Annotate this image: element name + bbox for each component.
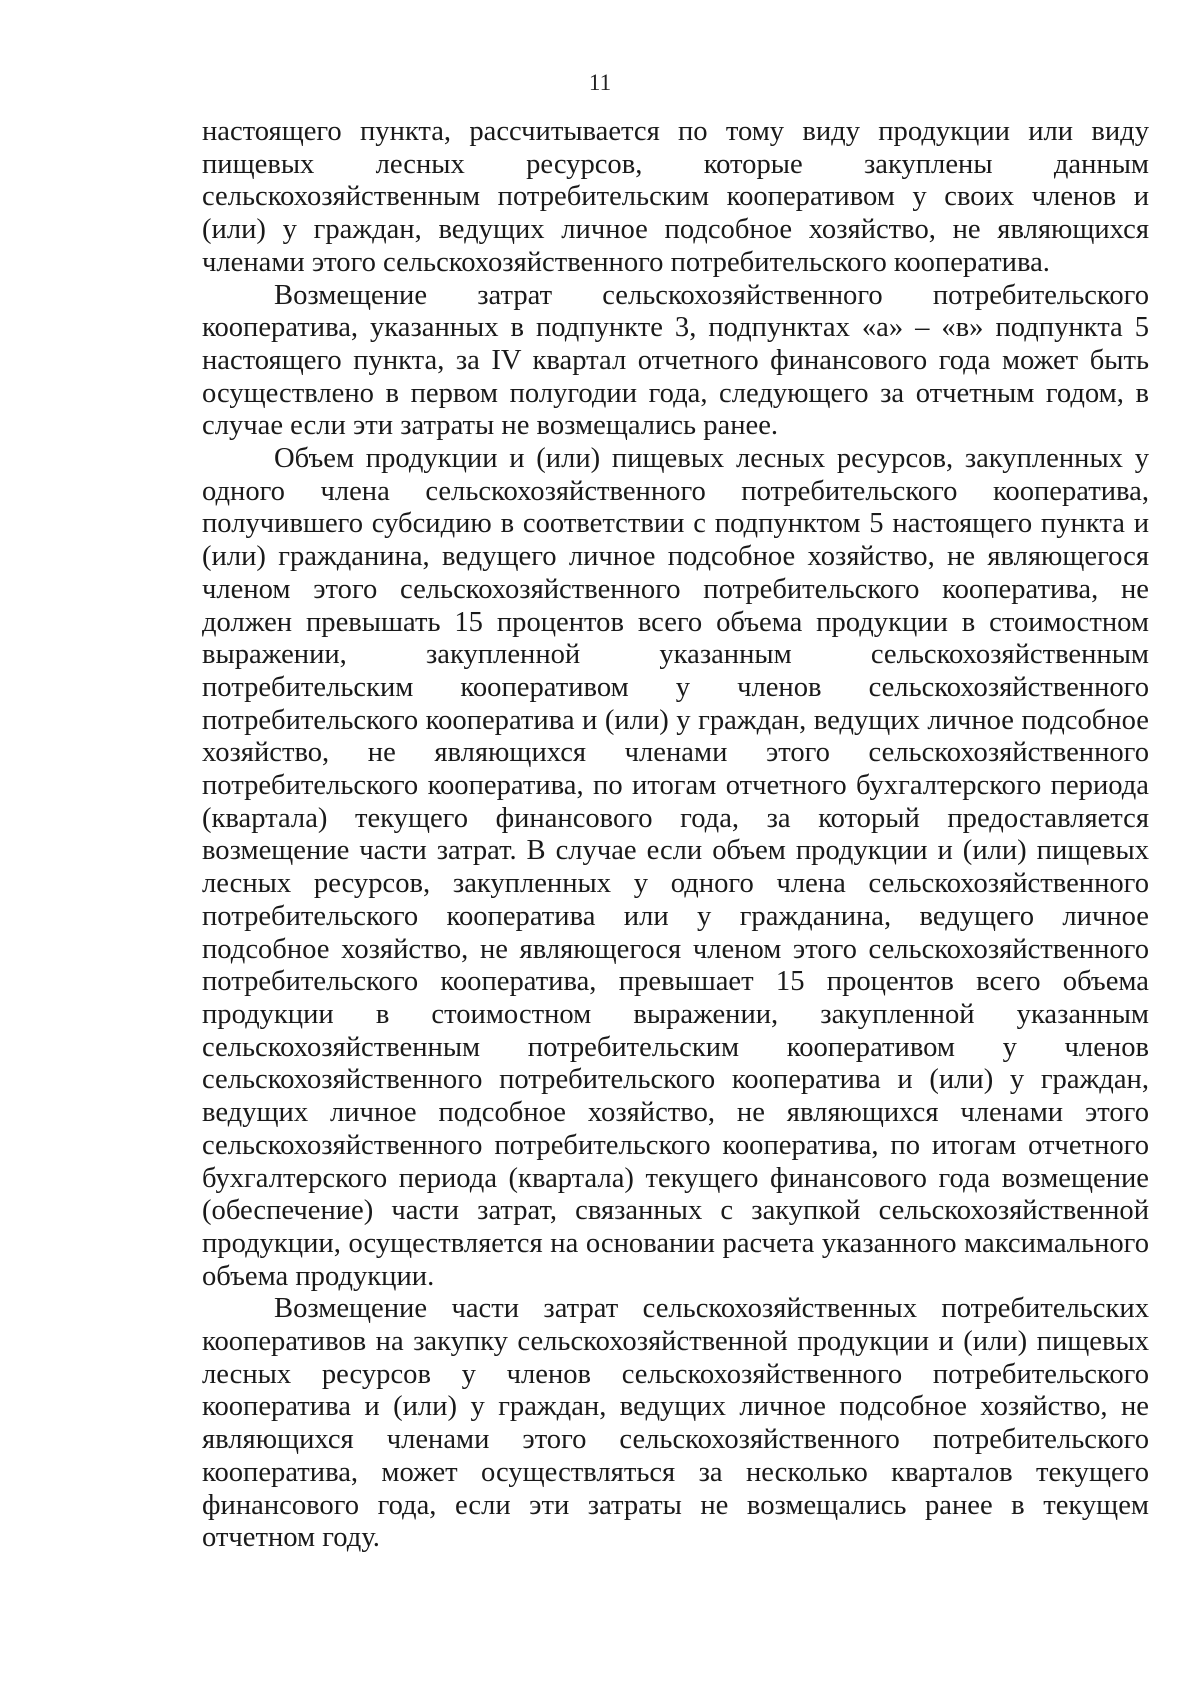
paragraph-1: настоящего пункта, рассчитывается по тому виду продукции или виду пищевых лесных ресурсов, которые закуплены данным сельскохозяйственным потребительским кооперативом у своих членов и (или) у граждан, ведущих личное подсобное хозяйство, не являющихся членами этого сельскохозяйственного потребительского кооператива. (202, 116, 1149, 278)
paragraph-4: Возмещение части затрат сельскохозяйственных потребительских кооперативов на закупку сельскохозяйственной продукции и (или) пищевых лесных ресурсов у членов сельскохозяйственного потребительского кооператива и (или) у граждан, ведущих личное подсобное хозяйство, не являющихся членами этого сельскохозяйственного потребительского кооператива, может осуществляться за несколько кварталов текущего финансового года, если эти затраты не возмещались ранее в текущем отчетном году. (202, 1293, 1149, 1554)
paragraph-3: Объем продукции и (или) пищевых лесных ресурсов, закупленных у одного члена сельскохозяйственного потребительского кооператива, получившего субсидию в соответствии с подпунктом 5 настоящего пункта и (или) гражданина, ведущего личное подсобное хозяйство, не являющегося членом этого сельскохозяйственного потребительского кооператива, не должен превышать 15 процентов всего объема продукции в стоимостном выражении, закупленной указанным сельскохозяйственным потребительским кооперативом у членов сельскохозяйственного потребительского кооператива и (или) у граждан, ведущих личное подсобное хозяйство, не являющихся членами этого сельскохозяйственного потребительского кооператива, по итогам отчетного бухгалтерского периода (квартала) текущего финансового года, за который предоставляется возмещение части затрат. В случае если объем продукции и (или) пищевых лесных ресурсов, закупленных у одного члена сельскохозяйственного потребительского кооператива или у гражданина, ведущего личное подсобное хозяйство, не являющегося членом этого сельскохозяйственного потребительского кооператива, превышает 15 процентов всего объема продукции в стоимостном выражении, закупленной указанным сельскохозяйственным потребительским кооперативом у членов сельскохозяйственного потребительского кооператива и (или) у граждан, ведущих личное подсобное хозяйство, не являющихся членами этого сельскохозяйственного потребительского кооператива, по итогам отчетного бухгалтерского периода (квартала) текущего финансового года возмещение (обеспечение) части затрат, связанных с закупкой сельскохозяйственной продукции, осуществляется на основании расчета указанного максимального объема продукции. (202, 443, 1149, 1292)
page-number: 11 (588, 70, 612, 95)
document-body (202, 116, 1149, 1555)
paragraph-2: Возмещение затрат сельскохозяйственного потребительского кооператива, указанных в подпункте 3, подпунктах «а» – «в» подпункта 5 настоящего пункта, за IV квартал отчетного финансового года может быть осуществлено в первом полугодии года, следующего за отчетным годом, в случае если эти затраты не возмещались ранее. (202, 279, 1149, 442)
